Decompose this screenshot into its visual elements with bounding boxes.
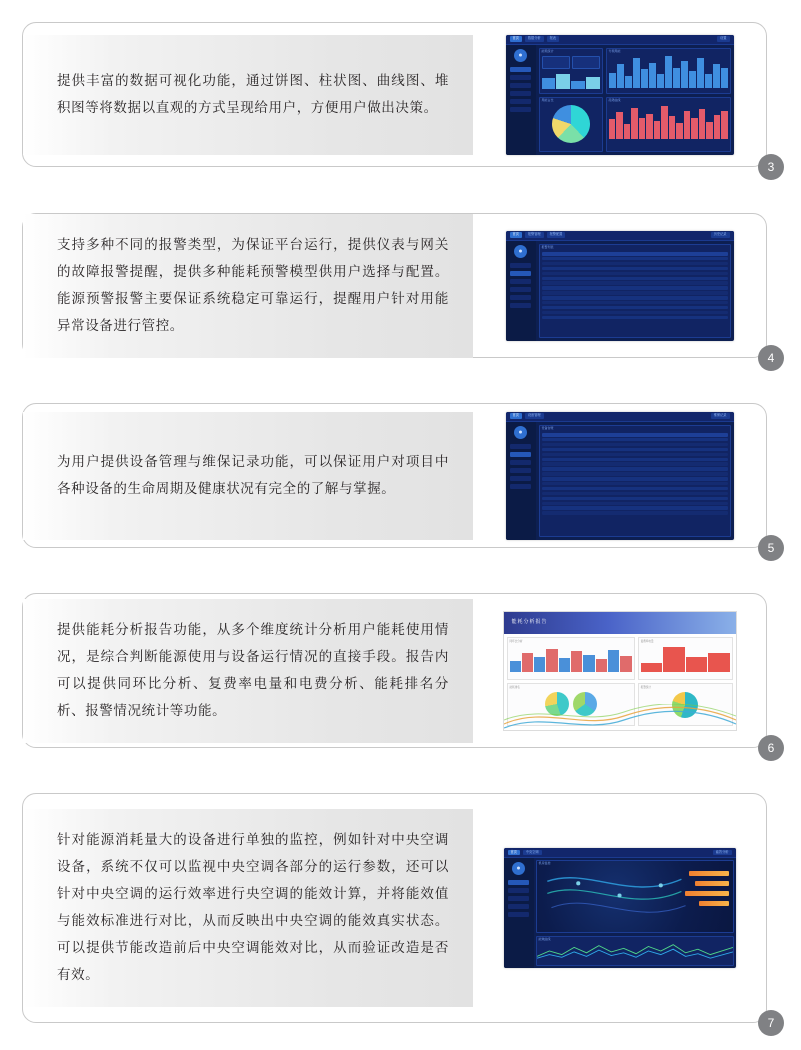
card-text-block: [23, 35, 473, 155]
table-row[interactable]: [542, 316, 728, 319]
panel-title: 用能占比: [541, 97, 554, 102]
dashboard-sidebar: [506, 422, 536, 540]
device-management-dashboard: [506, 412, 734, 540]
card-badge: 7: [758, 1010, 784, 1036]
table-row[interactable]: [542, 262, 728, 265]
table-header: [542, 433, 728, 437]
bar: [676, 123, 683, 139]
bar: [571, 651, 582, 671]
dashboard-main: [536, 422, 734, 540]
tab-alarm[interactable]: 报警管理: [525, 232, 544, 237]
bar: [669, 116, 676, 139]
bar: [691, 118, 698, 138]
tab-hvac[interactable]: 中央空调: [523, 850, 542, 855]
avatar: ●: [514, 49, 527, 62]
sidebar-item-alarm[interactable]: [510, 468, 531, 473]
alarm-management-dashboard: [506, 231, 734, 341]
card-badge: 5: [758, 535, 784, 561]
dashboard-body: [506, 241, 734, 341]
dashboard-body: [506, 422, 734, 540]
sidebar-item-device[interactable]: [510, 279, 531, 284]
table-row[interactable]: [542, 306, 728, 309]
energy-analysis-report: [503, 611, 737, 731]
report-header: [504, 612, 736, 634]
decorative-swoosh: [504, 704, 736, 730]
dashboard-main: [536, 241, 734, 341]
bar: [681, 61, 688, 87]
bar: [697, 58, 704, 87]
panel-efficiency-curve: [536, 936, 734, 966]
table-row[interactable]: [542, 502, 728, 505]
bar: [522, 653, 533, 672]
bar: [714, 115, 721, 139]
sidebar-item-overview[interactable]: [510, 444, 531, 449]
bar: [686, 657, 707, 672]
sidebar-item-settings[interactable]: [510, 303, 531, 308]
card-description: 针对能源消耗量大的设备进行单独的监控，例如针对中央空调设备，系统不仅可以监视中央空调各部分的运行参数，还可以针对中央空调的运行效率进行央空调的能效计算，并将能效值与能效标准进行对比，从而反映出中央空调的能效真实状态。可以提供节能改造前后中央空调能效对比，从而验证改造是否有效。: [57, 832, 449, 983]
sidebar-item-device[interactable]: [510, 83, 531, 88]
table-row[interactable]: [542, 443, 728, 446]
document-page: [0, 22, 801, 1050]
bar: [624, 124, 631, 139]
kpi-item: [572, 56, 600, 69]
table-row[interactable]: [542, 462, 728, 465]
kpi-item: [542, 56, 570, 69]
panel-energy-stat: [539, 48, 603, 94]
bar: [705, 74, 712, 88]
card-text-block: [23, 809, 473, 1007]
bar: [684, 111, 691, 138]
bar: [708, 653, 729, 672]
dashboard-row-bottom: [539, 97, 731, 152]
sidebar-item-settings[interactable]: [510, 107, 531, 112]
card-description: 提供丰富的数据可视化功能，通过饼图、柱状图、曲线图、堆积图等将数据以直观的方式呈现给用户，方便用户做出决策。: [57, 72, 449, 116]
bar: [586, 77, 600, 89]
data-tag: [685, 891, 729, 896]
panel-title: 设备台账: [541, 425, 554, 430]
table-row[interactable]: [542, 482, 728, 485]
sidebar-item-report[interactable]: [510, 476, 531, 481]
bar: [556, 74, 570, 88]
bar: [617, 64, 624, 87]
table-row[interactable]: [542, 487, 728, 490]
stacked-bar-chart: [607, 103, 730, 141]
data-tag: [699, 901, 729, 906]
card-image-block: [473, 231, 766, 341]
card-description: 提供能耗分析报告功能，从多个维度统计分析用户能耗使用情况，是综合判断能源使用与设备运行情况的直接手段。报告内可以提供同环比分析、复费率电量和电费分析、能耗排名分析、报警情况统计等功能。: [57, 621, 449, 719]
sidebar-item-hvac[interactable]: [508, 880, 529, 885]
tab-device[interactable]: 设备管理: [525, 413, 544, 418]
card-inner: [23, 214, 766, 358]
bar: [609, 73, 616, 88]
panel-trend: [606, 97, 731, 152]
bar: [641, 69, 648, 87]
panel-title: 报警列表: [541, 244, 554, 249]
sidebar-item-energy[interactable]: [510, 287, 531, 292]
dashboard-topbar: [506, 35, 734, 45]
bar: [646, 114, 653, 139]
card-description: 支持多种不同的报警类型，为保证平台运行，提供仪表与网关的故障报警提醒，提供多种能耗预警模型供用户选择与配置。能源预警报警主要保证系统稳定可靠运行，提醒用户针对用能异常设备进行管控。: [57, 236, 449, 334]
feature-card-7: [22, 793, 775, 1030]
card-image-block: [473, 35, 766, 155]
tab-settings[interactable]: 设置: [717, 36, 729, 41]
report-title: 能耗分析报告: [511, 618, 548, 625]
report-card-title: 能耗排名: [509, 685, 520, 689]
tab-analysis[interactable]: 数据分析: [525, 36, 544, 41]
card-image-block: [473, 848, 766, 968]
sidebar-item-alarm[interactable]: [510, 91, 531, 96]
bar: [631, 108, 638, 139]
avatar: ●: [514, 426, 527, 439]
table-row[interactable]: [542, 267, 728, 270]
feature-card-5: [22, 403, 775, 555]
dashboard-row-top: [539, 48, 731, 94]
table-row[interactable]: [542, 291, 728, 294]
table-row[interactable]: [542, 492, 728, 495]
tab-report[interactable]: 报表: [547, 36, 559, 41]
panel-pie: [539, 97, 603, 152]
table-row[interactable]: [542, 277, 728, 280]
alarm-table: [540, 250, 730, 322]
table-row[interactable]: [542, 296, 728, 299]
panel-sub-items: [606, 48, 731, 94]
card-inner: [23, 809, 766, 1007]
table-row[interactable]: [542, 506, 728, 509]
bar: [583, 655, 594, 672]
card-inner: [23, 599, 766, 743]
table-row[interactable]: [542, 458, 728, 461]
dashboard-sidebar: [506, 45, 536, 155]
panel-title: 机房监控: [538, 861, 551, 865]
dashboard-sidebar: [506, 241, 536, 341]
panel-alarm-list: [539, 244, 731, 338]
sidebar-item-report[interactable]: [510, 295, 531, 300]
bar: [665, 56, 672, 87]
tab-history[interactable]: 历史记录: [711, 232, 730, 237]
feature-card-3: [22, 22, 775, 174]
device-table: [540, 431, 730, 517]
table-row[interactable]: [542, 477, 728, 480]
tab-home[interactable]: 首页: [510, 413, 522, 418]
card-badge: 4: [758, 345, 784, 371]
bar: [649, 63, 656, 88]
card-image-block: [473, 611, 766, 731]
report-card-title: 复费率电量: [640, 639, 654, 643]
mini-bar-chart: [540, 71, 602, 91]
dashboard-topbar: [506, 231, 734, 241]
table-row[interactable]: [542, 467, 728, 470]
sidebar-item-report[interactable]: [510, 99, 531, 104]
sidebar-item-alarm[interactable]: [510, 271, 531, 276]
panel-title: 能耗统计: [541, 48, 554, 53]
dashboard-topbar: [504, 848, 736, 858]
bar: [633, 58, 640, 88]
bar: [608, 650, 619, 672]
sidebar-item-device[interactable]: [510, 452, 531, 457]
bar: [625, 76, 632, 88]
dashboard-main: [534, 858, 736, 968]
avatar: ●: [514, 245, 527, 258]
tab-alarm-config[interactable]: 报警配置: [547, 232, 566, 237]
tab-maintenance[interactable]: 维保记录: [711, 413, 730, 418]
table-row[interactable]: [542, 301, 728, 304]
table-row[interactable]: [542, 438, 728, 441]
sidebar-item-chiller[interactable]: [508, 888, 529, 893]
line-chart: [537, 942, 733, 960]
report-card-tariff: [638, 637, 733, 680]
hvac-efficiency-monitor: [504, 848, 736, 968]
sidebar-item-tower[interactable]: [508, 904, 529, 909]
bar: [661, 106, 668, 138]
bar-chart: [607, 54, 730, 90]
tab-home[interactable]: 首页: [510, 36, 522, 41]
avatar: ●: [512, 862, 525, 875]
bar: [559, 658, 570, 672]
kpi-group: [540, 54, 602, 71]
card-inner: [23, 412, 766, 540]
data-visualization-dashboard: [506, 35, 734, 155]
table-row[interactable]: [542, 497, 728, 500]
sidebar-item-report[interactable]: [508, 912, 529, 917]
card-badge: 3: [758, 154, 784, 180]
card-text-block: [23, 599, 473, 743]
bar: [699, 109, 706, 139]
pie-chart: [552, 105, 590, 143]
bar: [657, 74, 664, 87]
report-card-title: 报警统计: [640, 685, 651, 689]
dashboard-sidebar: [504, 858, 534, 968]
sidebar-item-pump[interactable]: [508, 896, 529, 901]
sidebar-item-maintenance[interactable]: [510, 460, 531, 465]
dashboard-main: [536, 45, 734, 155]
table-row[interactable]: [542, 286, 728, 289]
sidebar-item-overview[interactable]: [510, 263, 531, 268]
bar: [609, 119, 616, 138]
bar: [596, 659, 607, 671]
table-row[interactable]: [542, 472, 728, 475]
panel-machine-room: [536, 860, 734, 933]
panel-title: 分项用能: [608, 48, 621, 53]
bar: [546, 649, 557, 672]
panel-title: 能效曲线: [538, 937, 551, 941]
data-tag: [695, 881, 729, 886]
table-row[interactable]: [542, 272, 728, 275]
table-row[interactable]: [542, 453, 728, 456]
table-row[interactable]: [542, 281, 728, 284]
bar: [721, 68, 728, 87]
report-card-compare: [507, 637, 635, 680]
bar-chart: [639, 644, 732, 674]
bar: [689, 71, 696, 88]
table-row[interactable]: [542, 448, 728, 451]
bar: [639, 118, 646, 139]
bar: [534, 657, 545, 672]
dashboard-body: [506, 45, 734, 155]
table-row[interactable]: [542, 311, 728, 314]
tab-home[interactable]: 首页: [510, 232, 522, 237]
panel-title: 趋势曲线: [608, 97, 621, 102]
bar: [620, 656, 631, 672]
dashboard-topbar: [506, 412, 734, 422]
bar: [713, 64, 720, 88]
card-text-block: [23, 412, 473, 540]
tab-home[interactable]: 首页: [508, 850, 520, 855]
bar: [616, 112, 623, 138]
bar: [641, 663, 662, 671]
bar: [542, 78, 556, 88]
sidebar-item-energy[interactable]: [510, 75, 531, 80]
table-row[interactable]: [542, 511, 728, 514]
bar: [721, 111, 728, 139]
dashboard-body: [504, 858, 736, 968]
card-description: 为用户提供设备管理与维保记录功能，可以保证用户对项目中各种设备的生命周期及健康状况有完全的了解与掌握。: [57, 453, 449, 497]
bar: [510, 661, 521, 672]
card-image-block: [473, 412, 766, 540]
data-tag: [689, 871, 729, 876]
bar: [706, 122, 713, 139]
feature-card-4: [22, 213, 775, 365]
bar: [571, 81, 585, 89]
panel-device-ledger: [539, 425, 731, 537]
table-row[interactable]: [542, 257, 728, 260]
bar: [673, 68, 680, 88]
tab-efficiency[interactable]: 能效分析: [713, 850, 732, 855]
bar: [654, 121, 661, 139]
feature-card-6: [22, 593, 775, 755]
sidebar-item-settings[interactable]: [510, 484, 531, 489]
table-header: [542, 252, 728, 256]
sidebar-item-overview[interactable]: [510, 67, 531, 72]
card-badge: 6: [758, 735, 784, 761]
report-card-title: 同环比分析: [509, 639, 523, 643]
card-inner: [23, 35, 766, 155]
bar-chart: [508, 644, 634, 674]
bar: [663, 647, 684, 671]
card-text-block: [23, 214, 473, 358]
